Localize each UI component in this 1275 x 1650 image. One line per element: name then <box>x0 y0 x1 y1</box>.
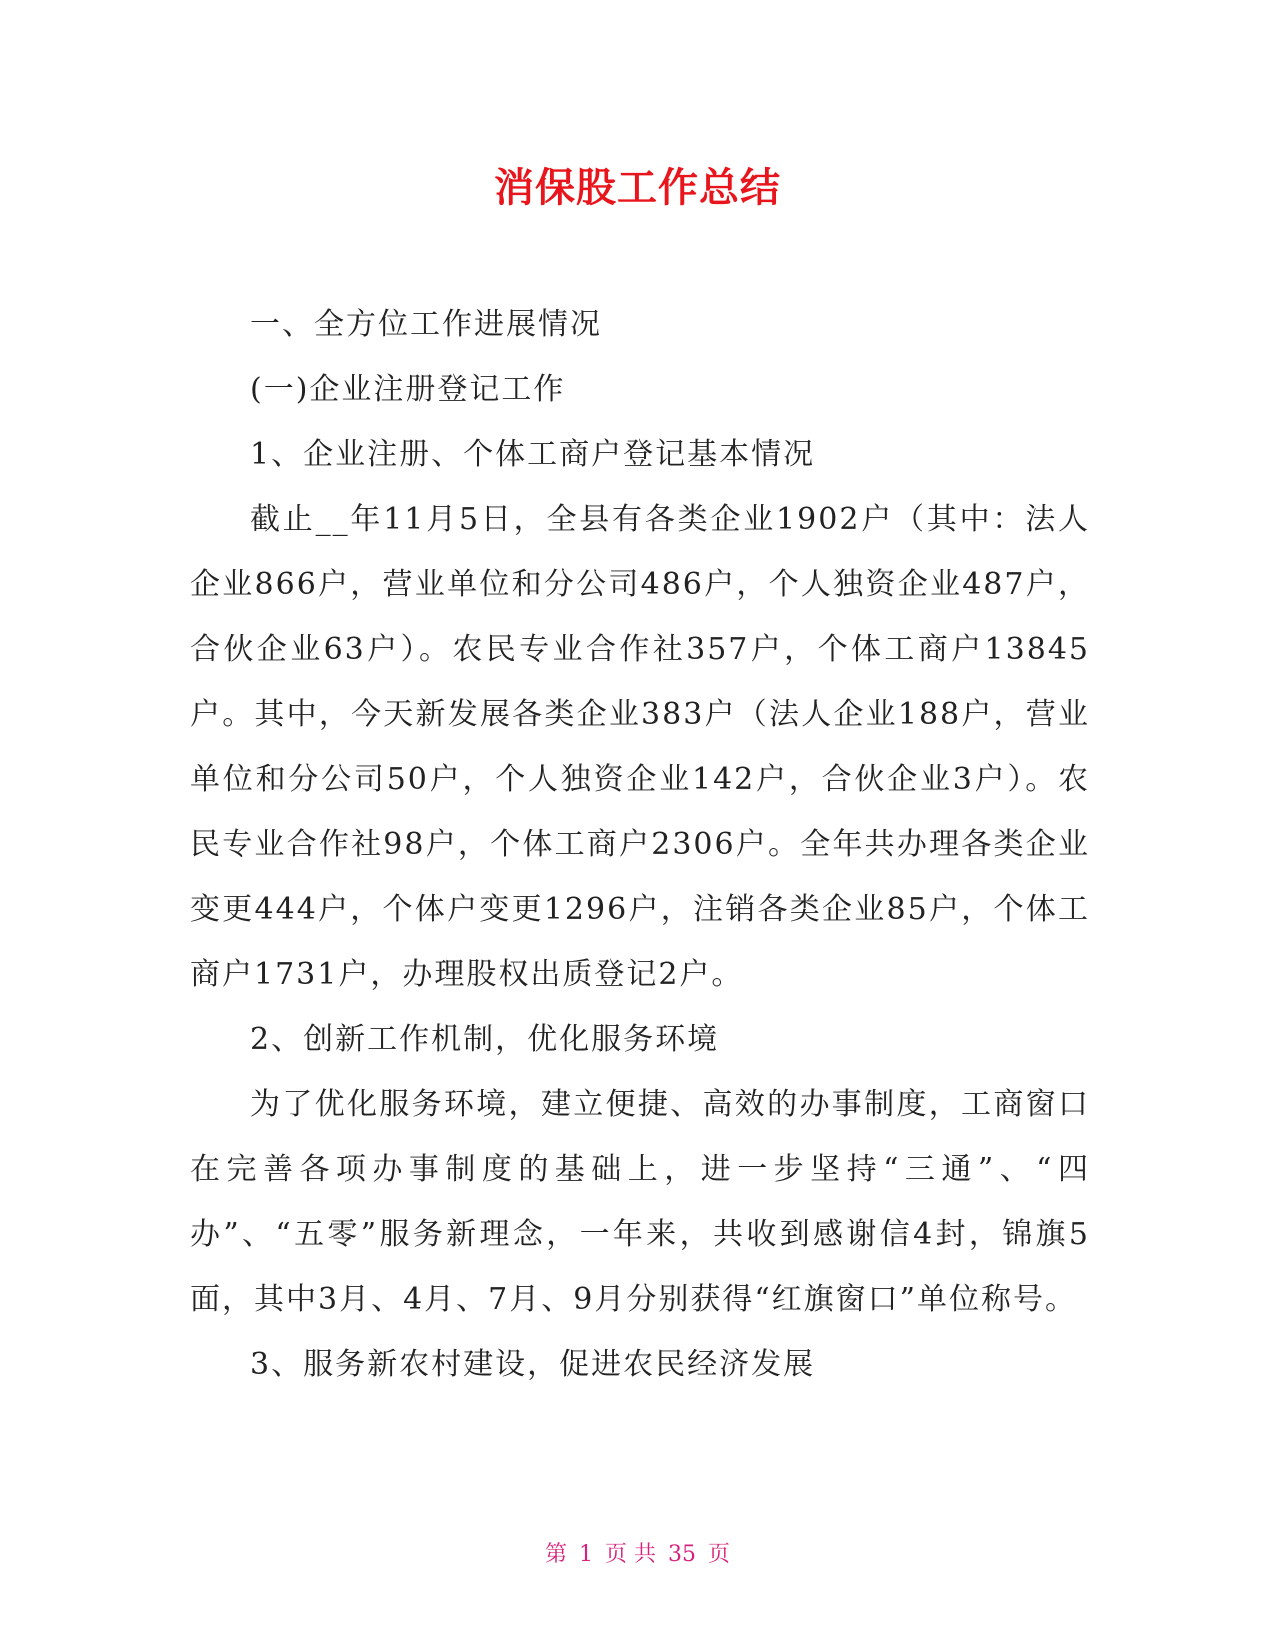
footer-current-page: 1 <box>579 1542 593 1567</box>
item-heading: 3、服务新农村建设，促进农民经济发展 <box>250 1347 816 1382</box>
body-paragraph: 为了优化服务环境，建立便捷、高效的办事制度，工商窗口在完善各项办事制度的基础上，进一步坚持“三通”、“四办”、“五零”服务新理念，一年来，共收到感谢信4封，锦旗5面，其中3月、4月、7月、9月分别获得“红旗窗口”单位称号。 <box>190 1087 1090 1317</box>
section-heading: 一、全方位工作进展情况 <box>250 307 602 342</box>
body-paragraph: 截止__年11月5日，全县有各类企业1902户（其中：法人企业866户，营业单位和分公司486户，个人独资企业487户，合伙企业63户）。农民专业合作社357户，个体工商户13845户。其中，今天新发展各类企业383户（法人企业188户，营业单位和分公司50户，个人独资企业142户，合伙企业3户）。农民专业合作社98户，个体工商户2306户。全年共办理各类企业变更444户，个体户变更1296户，注销各类企业85户，个体工商户1731户，办理股权出质登记2户。 <box>190 502 1090 992</box>
page-footer <box>0 1540 1275 1570</box>
page-title: 消保股工作总结 <box>494 165 781 211</box>
subsection-heading: (一)企业注册登记工作 <box>250 372 566 407</box>
footer-label-page: 第 <box>544 1542 567 1567</box>
footer-label-of: 页 共 <box>605 1542 656 1567</box>
footer-label-end: 页 <box>708 1542 731 1567</box>
item-heading: 2、创新工作机制，优化服务环境 <box>250 1022 720 1057</box>
item-heading: 1、企业注册、个体工商户登记基本情况 <box>250 437 816 472</box>
document-body <box>190 292 1090 1397</box>
footer-total-pages: 35 <box>668 1542 696 1567</box>
